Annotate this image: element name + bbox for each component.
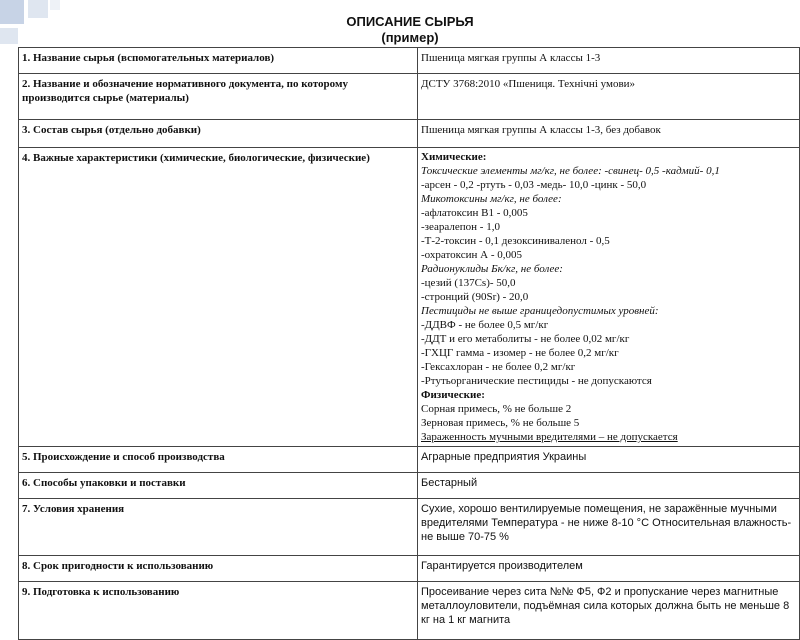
strontium: -стронций (90Sr) - 20,0 (421, 291, 529, 303)
zearalenone: -зеаралепон - 1,0 (421, 221, 500, 233)
table-row (19, 582, 800, 640)
row-label: 6. Способы упаковки и поставки (19, 473, 418, 499)
ddvf: -ДДВФ - не более 0,5 мг/кг (421, 319, 549, 331)
cesium: -цезий (137Cs)- 50,0 (421, 277, 516, 289)
table-row (19, 148, 800, 447)
row-label: 3. Состав сырья (отдельно добавки) (19, 120, 418, 148)
title-line-2: (пример) (381, 30, 439, 45)
table-row (19, 74, 800, 120)
gchcg: -ГХЦГ гамма - изомер - не более 0,2 мг/кг (421, 347, 619, 359)
row-label: 7. Условия хранения (19, 499, 418, 556)
ochratoxin: -охратоксин А - 0,005 (421, 249, 522, 261)
page-title (300, 14, 520, 46)
table-row (19, 120, 800, 148)
physical-heading: Физические: (421, 389, 485, 401)
aflatoxin: -афлатоксин B1 - 0,005 (421, 207, 528, 219)
decor-square-4 (50, 0, 60, 10)
table-row (19, 499, 800, 556)
infestation: Зараженность мучными вредителями – не допускается (421, 431, 678, 443)
row-value: Просеивание через сита №№ Ф5, Ф2 и пропускание через магнитные металлоуловители, подъёмная сила которых должна быть не меньше 8 кг на 1 кг магнита (418, 582, 800, 640)
mercury-pesticides: -Ртутьорганические пестициды - не допускаются (421, 375, 652, 387)
toxic-elements-cont: -арсен - 0,2 -ртуть - 0,03 -медь- 10,0 -цинк - 50,0 (421, 179, 647, 191)
table-row (19, 556, 800, 582)
row-value: Аграрные предприятия Украины (418, 447, 800, 473)
grain-impurity: Зерновая примесь, % не больше 5 (421, 417, 580, 429)
pesticides-heading: Пестициды не выше границедопустимых уровней: (421, 305, 659, 317)
chemical-heading: Химические: (421, 151, 487, 163)
characteristics-cell (418, 148, 800, 447)
row-label: 2. Название и обозначение нормативного документа, по которому производится сырье (материалы) (19, 74, 418, 120)
raw-material-table (18, 47, 800, 640)
row-value: ДСТУ 3768:2010 «Пшениця. Технічні умови» (418, 74, 800, 120)
row-label: 4. Важные характеристики (химические, биологические, физические) (19, 148, 418, 447)
weed-impurity: Сорная примесь, % не больше 2 (421, 403, 572, 415)
row-label: 1. Название сырья (вспомогательных материалов) (19, 48, 418, 74)
table-row (19, 48, 800, 74)
decor-square-2 (28, 0, 48, 18)
toxic-elements: Токсические элементы мг/кг, не более: -свинец- 0,5 -кадмий- 0,1 (421, 165, 720, 177)
ddt: -ДДТ и его метаболиты - не более 0,02 мг/кг (421, 333, 630, 345)
table-row (19, 447, 800, 473)
table-row (19, 473, 800, 499)
decor-square-3 (0, 28, 18, 44)
mycotoxins-heading: Микотоксины мг/кг, не более: (421, 193, 562, 205)
row-label: 8. Срок пригодности к использованию (19, 556, 418, 582)
row-label: 9. Подготовка к использованию (19, 582, 418, 640)
row-value: Пшеница мягкая группы А классы 1-3 (418, 48, 800, 74)
t2-toxin: -Т-2-токсин - 0,1 дезоксиниваленол - 0,5 (421, 235, 610, 247)
hexachloran: -Гексахлоран - не более 0,2 мг/кг (421, 361, 576, 373)
row-value: Гарантируется производителем (418, 556, 800, 582)
decor-square-1 (0, 0, 24, 24)
radionuclides-heading: Радионуклиды Бк/кг, не более: (421, 263, 563, 275)
title-line-1: ОПИСАНИЕ СЫРЬЯ (346, 14, 474, 29)
row-value: Бестарный (418, 473, 800, 499)
row-value: Пшеница мягкая группы А классы 1-3, без добавок (418, 120, 800, 148)
row-value: Сухие, хорошо вентилируемые помещения, не заражённые мучными вредителями Температура - не ниже 8-10 °С Относительная влажность- не выше 70-75 % (418, 499, 800, 556)
row-label: 5. Происхождение и способ производства (19, 447, 418, 473)
